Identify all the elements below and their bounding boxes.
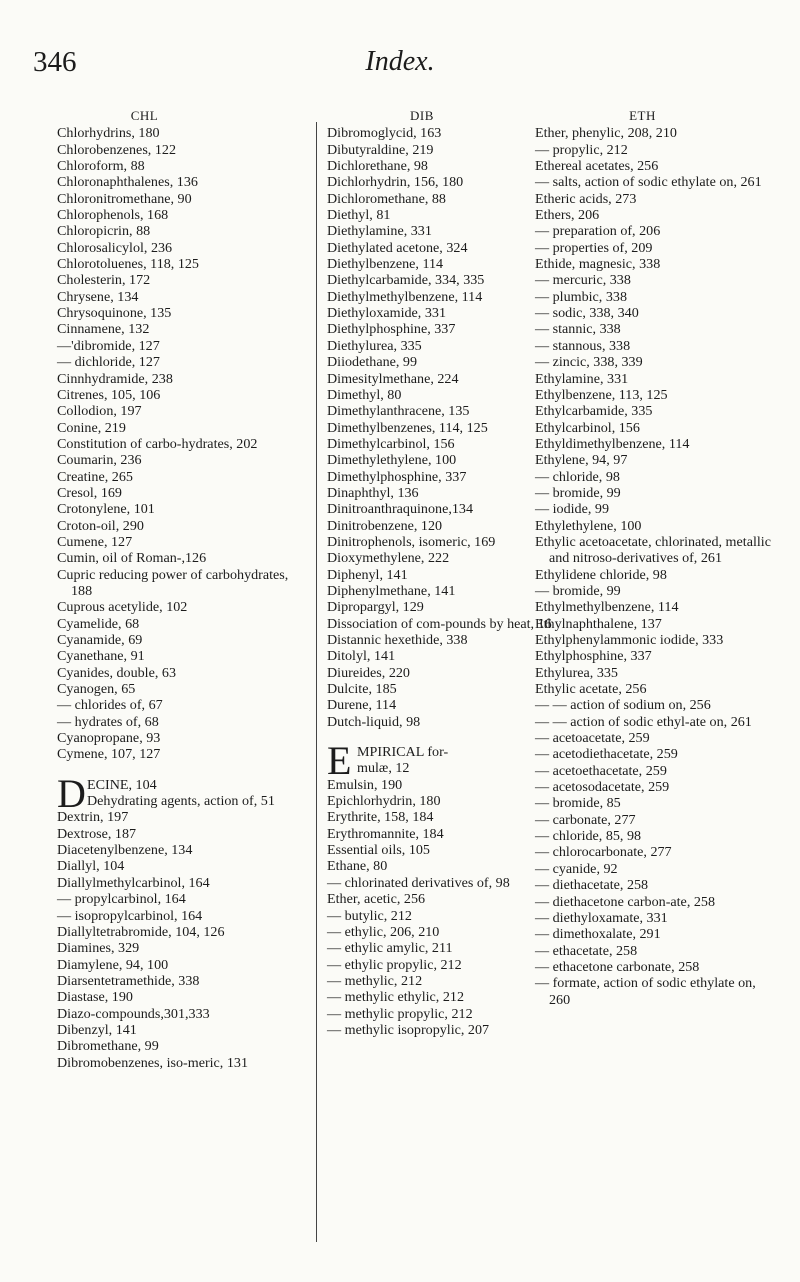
index-entry: Diamines, 329 — [57, 940, 140, 957]
index-entry: Creatine, 265 — [57, 468, 133, 485]
index-entry: Diastase, 190 — [57, 989, 133, 1006]
index-entry: Cinnamene, 132 — [57, 321, 150, 338]
index-entry: Diethylurea, 335 — [327, 337, 422, 354]
index-entry: Chlorobenzenes, 122 — [57, 141, 176, 158]
index-entry: — acetoacetate, 259 — [535, 730, 650, 747]
index-entry: — propylcarbinol, 164 — [57, 891, 186, 908]
index-entry: Ethylcarbamide, 335 — [535, 403, 653, 420]
index-entry: Ethyldimethylbenzene, 114 — [535, 435, 690, 452]
index-entry: Cuprous acetylide, 102 — [57, 599, 188, 616]
index-entry: Dimethylbenzenes, 114, 125 — [327, 419, 488, 436]
index-entry: Chloronaphthalenes, 136 — [57, 174, 198, 191]
index-entry: Diethyl, 81 — [327, 207, 391, 224]
index-entry: Distannic hexethide, 338 — [327, 632, 468, 648]
index-entry: Cinnhydramide, 238 — [57, 370, 173, 387]
index-entry: Diureides, 220 — [327, 664, 410, 681]
index-entry: Cyamelide, 68 — [57, 615, 140, 632]
drop-cap-letter: E — [327, 738, 352, 784]
index-entry: Cyanides, double, 63 — [57, 664, 176, 681]
index-entry: Cupric reducing power of carbohydrates, 188 — [57, 566, 289, 599]
index-entry: Diethylmethylbenzene, 114 — [327, 288, 483, 305]
index-entry: Diethylphosphine, 337 — [327, 321, 456, 338]
entry-list — [535, 125, 775, 1008]
section-first-entry-cont: Dehydrating agents, action of, 51 — [87, 793, 275, 810]
index-entry: Chlorophenols, 168 — [57, 207, 169, 224]
index-entry: Diethylcarbamide, 334, 335 — [327, 272, 485, 289]
index-entry: Dinaphthyl, 136 — [327, 484, 419, 501]
index-entry: — ethylic amylic, 211 — [327, 940, 453, 957]
index-entry: Dibenzyl, 141 — [57, 1021, 137, 1038]
index-entry: — methylic propylic, 212 — [327, 1005, 473, 1022]
index-entry: Diallylmethylcarbinol, 164 — [57, 874, 210, 891]
index-entry: Croton-oil, 290 — [57, 517, 144, 534]
section-d — [57, 770, 297, 816]
entry-list — [57, 125, 297, 762]
index-entry: Dichlorhydrin, 156, 180 — [327, 174, 464, 191]
index-entry: Erythromannite, 184 — [327, 825, 444, 842]
index-entry: — stannic, 338 — [535, 321, 621, 338]
index-entry: Dimethylethylene, 100 — [327, 452, 457, 469]
index-entry: Coumarin, 236 — [57, 452, 142, 469]
index-column-2 — [327, 108, 567, 1038]
index-entry: Constitution of carbo-hydrates, 202 — [57, 435, 258, 452]
index-entry: Dimethylphosphine, 337 — [327, 468, 467, 485]
index-entry: — methylic ethylic, 212 — [327, 989, 464, 1006]
index-entry: Ethylamine, 331 — [535, 370, 629, 387]
index-entry: Diethyloxamide, 331 — [327, 305, 446, 322]
index-entry: Cholesterin, 172 — [57, 272, 151, 289]
index-entry: Conine, 219 — [57, 419, 126, 436]
index-entry: — — action of sodium on, 256 — [535, 697, 711, 714]
index-entry: Cyanogen, 65 — [57, 681, 136, 698]
index-entry: Diamylene, 94, 100 — [57, 956, 169, 973]
column-guide-word: CHL — [130, 108, 159, 123]
index-entry: Dimethyl, 80 — [327, 386, 402, 403]
index-entry: Chlorhydrins, 180 — [57, 125, 160, 142]
index-entry: Dimethylanthracene, 135 — [327, 403, 470, 420]
index-entry: Dextrin, 197 — [57, 809, 129, 826]
page-number: 346 — [33, 46, 77, 78]
section-first-entry: MPIRICAL for- — [357, 744, 449, 761]
section-first-entry: ECINE, 104 — [87, 776, 157, 793]
index-entry: Ethide, magnesic, 338 — [535, 256, 661, 273]
index-entry: Ethylcarbinol, 156 — [535, 419, 640, 436]
entry-list — [327, 125, 567, 730]
index-column-1 — [57, 108, 297, 1071]
index-entry: — dimethoxalate, 291 — [535, 926, 661, 943]
index-entry: Ethylphenylammonic iodide, 333 — [535, 632, 724, 648]
index-entry: Diacetenylbenzene, 134 — [57, 842, 193, 859]
index-entry: — preparation of, 206 — [535, 223, 661, 240]
index-entry: Ethylmethylbenzene, 114 — [535, 599, 679, 616]
index-entry: — salts, action of sodic ethylate on, 261 — [535, 174, 762, 191]
index-entry: — carbonate, 277 — [535, 811, 636, 828]
index-entry: — zincic, 338, 339 — [535, 354, 643, 371]
index-entry: — properties of, 209 — [535, 239, 653, 256]
index-entry: Dibutyraldine, 219 — [327, 141, 434, 158]
index-entry: Dioxymethylene, 222 — [327, 550, 450, 567]
index-entry: Dutch-liquid, 98 — [327, 713, 421, 730]
index-entry: Diarsentetramethide, 338 — [57, 972, 200, 989]
section-entry-list — [327, 777, 567, 1039]
index-entry: Ether, acetic, 256 — [327, 891, 426, 908]
index-entry: — propylic, 212 — [535, 141, 628, 158]
index-entry: Dissociation of com-pounds by heat, 16 — [327, 615, 552, 632]
index-entry: Ethylphosphine, 337 — [535, 648, 652, 665]
index-entry: — — action of sodic ethyl-ate on, 261 — [535, 713, 752, 730]
index-entry: Epichlorhydrin, 180 — [327, 793, 441, 810]
index-entry: Cymene, 107, 127 — [57, 746, 161, 763]
index-entry: Ethylene, 94, 97 — [535, 452, 628, 469]
index-entry: Ethane, 80 — [327, 858, 388, 875]
index-entry: Dibromobenzenes, iso-meric, 131 — [57, 1054, 248, 1071]
index-entry: Chrysene, 134 — [57, 288, 139, 305]
index-entry: — dichloride, 127 — [57, 354, 160, 371]
column-guide-word: DIB — [410, 108, 434, 123]
index-entry: — chlorinated derivatives of, 98 — [327, 874, 510, 891]
index-entry: Diiodethane, 99 — [327, 354, 418, 371]
index-entry: Diallyltetrabromide, 104, 126 — [57, 923, 225, 940]
index-entry: — sodic, 338, 340 — [535, 305, 639, 322]
index-entry: Ethereal acetates, 256 — [535, 158, 659, 175]
index-entry: — chloride, 98 — [535, 468, 620, 485]
index-entry: Dichlorethane, 98 — [327, 158, 428, 175]
index-entry: Ethylic acetate, 256 — [535, 681, 647, 698]
index-entry: Essential oils, 105 — [327, 842, 430, 859]
index-entry: Citrenes, 105, 106 — [57, 386, 161, 403]
index-entry: Dipropargyl, 129 — [327, 599, 424, 616]
drop-cap-letter: D — [57, 770, 86, 816]
section-entry-list — [57, 809, 297, 1071]
index-entry: Dimesitylmethane, 224 — [327, 370, 459, 387]
index-entry: Diphenylmethane, 141 — [327, 582, 456, 599]
index-entry: Dulcite, 185 — [327, 681, 397, 698]
index-entry: Collodion, 197 — [57, 403, 142, 420]
index-entry: Emulsin, 190 — [327, 776, 403, 793]
index-entry: Ethylidene chloride, 98 — [535, 566, 667, 583]
index-entry: Chloroform, 88 — [57, 158, 145, 175]
index-entry: — ethylic, 206, 210 — [327, 923, 440, 940]
index-entry: — mercuric, 338 — [535, 272, 631, 289]
index-entry: Ether, phenylic, 208, 210 — [535, 125, 677, 142]
index-entry: Diethylamine, 331 — [327, 223, 432, 240]
index-entry: — methylic isopropylic, 207 — [327, 1021, 490, 1038]
index-entry: Ethylbenzene, 113, 125 — [535, 386, 668, 403]
index-entry: — plumbic, 338 — [535, 288, 627, 305]
index-entry: Dinitrophenols, isomeric, 169 — [327, 533, 496, 550]
index-entry: Dichloromethane, 88 — [327, 190, 446, 207]
index-entry: —'dibromide, 127 — [57, 337, 160, 354]
index-entry: — diethyloxamate, 331 — [535, 909, 668, 926]
index-entry: Dextrose, 187 — [57, 825, 137, 842]
page-header — [0, 44, 800, 88]
index-entry: Cyanamide, 69 — [57, 632, 143, 648]
index-entry: Diphenyl, 141 — [327, 566, 408, 583]
index-entry: — hydrates of, 68 — [57, 713, 159, 730]
index-entry: — cyanide, 92 — [535, 860, 618, 877]
index-entry: — chloride, 85, 98 — [535, 828, 642, 845]
index-entry: Chlorotoluenes, 118, 125 — [57, 256, 199, 273]
index-entry: Ethylethylene, 100 — [535, 517, 642, 534]
section-first-entry-cont: mulæ, 12 — [357, 760, 410, 777]
index-entry: Dibromoglycid, 163 — [327, 125, 442, 142]
index-entry: Diazo-compounds,301,333 — [57, 1005, 210, 1022]
index-entry: — chlorides of, 67 — [57, 697, 163, 714]
index-entry: Dinitroanthraquinone,134 — [327, 501, 473, 518]
index-entry: — ethacetone carbonate, 258 — [535, 958, 700, 975]
running-title: Index. — [365, 46, 435, 77]
index-entry: Ethylnaphthalene, 137 — [535, 615, 662, 632]
index-column-3 — [535, 108, 775, 1008]
index-entry: Diethylbenzene, 114 — [327, 256, 444, 273]
index-entry: Dibromethane, 99 — [57, 1038, 159, 1055]
index-entry: Cresol, 169 — [57, 484, 122, 501]
index-entry: — acetodiethacetate, 259 — [535, 746, 678, 763]
index-entry: — formate, action of sodic ethylate on, 260 — [535, 975, 756, 1008]
index-entry: — bromide, 85 — [535, 795, 621, 812]
index-entry: — acetoethacetate, 259 — [535, 762, 667, 779]
index-entry: Chlorosalicylol, 236 — [57, 239, 173, 256]
index-entry: Dimethylcarbinol, 156 — [327, 435, 455, 452]
index-entry: Cyanethane, 91 — [57, 648, 145, 665]
index-entry: Ethylic acetoacetate, chlorinated, metallic and nitroso-derivatives of, 261 — [535, 533, 771, 567]
index-entry: — diethacetate, 258 — [535, 877, 649, 894]
index-entry: — isopropylcarbinol, 164 — [57, 907, 203, 924]
index-entry: Ditolyl, 141 — [327, 648, 396, 665]
index-entry: — chlorocarbonate, 277 — [535, 844, 672, 861]
index-entry: Chrysoquinone, 135 — [57, 305, 172, 322]
section-e — [327, 738, 567, 784]
index-entry: — ethacetate, 258 — [535, 942, 638, 959]
index-entry: — bromide, 99 — [535, 582, 621, 599]
index-entry: Cumene, 127 — [57, 533, 133, 550]
index-entry: Diethylated acetone, 324 — [327, 239, 468, 256]
index-entry: Chloronitromethane, 90 — [57, 190, 192, 207]
index-entry: — acetosodacetate, 259 — [535, 779, 670, 796]
index-entry: — ethylic propylic, 212 — [327, 956, 462, 973]
index-entry: Crotonylene, 101 — [57, 501, 155, 518]
index-entry: — iodide, 99 — [535, 501, 609, 518]
column-guide-word: ETH — [629, 108, 656, 123]
index-entry: — stannous, 338 — [535, 337, 631, 354]
index-entry: Chloropicrin, 88 — [57, 223, 151, 240]
index-entry: — methylic, 212 — [327, 972, 423, 989]
index-entry: Diallyl, 104 — [57, 858, 125, 875]
index-entry: — butylic, 212 — [327, 907, 412, 924]
index-entry: — bromide, 99 — [535, 484, 621, 501]
index-entry: Etheric acids, 273 — [535, 190, 637, 207]
index-entry: Erythrite, 158, 184 — [327, 809, 434, 826]
index-entry: Cyanopropane, 93 — [57, 730, 161, 747]
index-entry: Ethers, 206 — [535, 207, 600, 224]
index-entry: Durene, 114 — [327, 697, 397, 714]
index-entry: — diethacetone carbon-ate, 258 — [535, 893, 716, 910]
index-entry: Cumin, oil of Roman-,126 — [57, 550, 207, 567]
index-entry: Ethylurea, 335 — [535, 664, 618, 681]
index-entry: Dinitrobenzene, 120 — [327, 517, 443, 534]
